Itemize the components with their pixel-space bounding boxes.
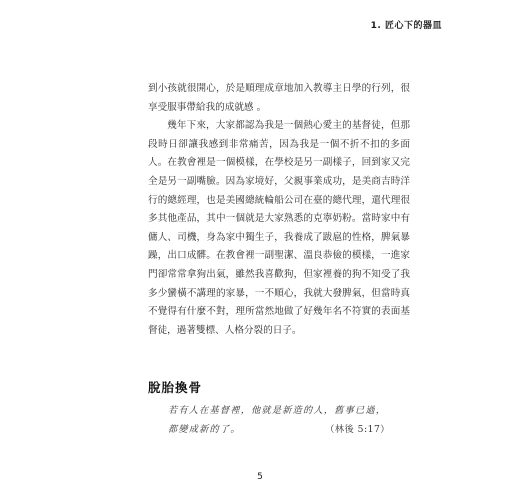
quote-line: 若有人在基督裡，他就是新造的人，舊事已過， [168,405,387,416]
page-number: 5 [257,472,263,482]
running-head: 1. 匠心下的器皿 [370,21,442,31]
quote-line-with-reference [168,420,390,439]
scripture-quote [168,401,390,439]
paragraph: 幾年下來，大家都認為我是一個熱心愛主的基督徒，但那段時日卻讓我感到非常痛苦，因為我是一個不折不扣的多面人。在教會裡是一個模樣，在學校是另一副樣子，回到家又完全是另一副嘴臉。因為家境好，父親事業成功，是美商吉時洋行的總經理，也是美國總統輪船公司在臺的總代理，還代理很多其他產品，其中一個就是大家熟悉的克寧奶粉。當時家中有傭人、司機，身為家中獨生子，我養成了跋扈的性格，脾氣暴躁，出口成髒。在教會裡一副聖潔、溫良恭儉的模樣，一進家門卻常常拿狗出氣，雖然我喜歡狗，但家裡養的狗不知受了我多少蠻橫不講理的家暴，一不順心，我就大發脾氣，但當時真不覺得有什麼不對，理所當然地做了好幾年名不符實的表面基督徒，過著雙標、人格分裂的日子。 [148,120,410,336]
section-heading: 脫胎換骨 [148,380,203,395]
quote-line: 都變成新的了。 [168,424,241,435]
paragraph: 到小孩就很開心，於是順理成章地加入教導主日學的行列，很享受服事帶給我的成就感 。 [148,83,410,113]
quote-reference: （林後 5:17） [325,424,390,435]
body-text [148,80,410,340]
